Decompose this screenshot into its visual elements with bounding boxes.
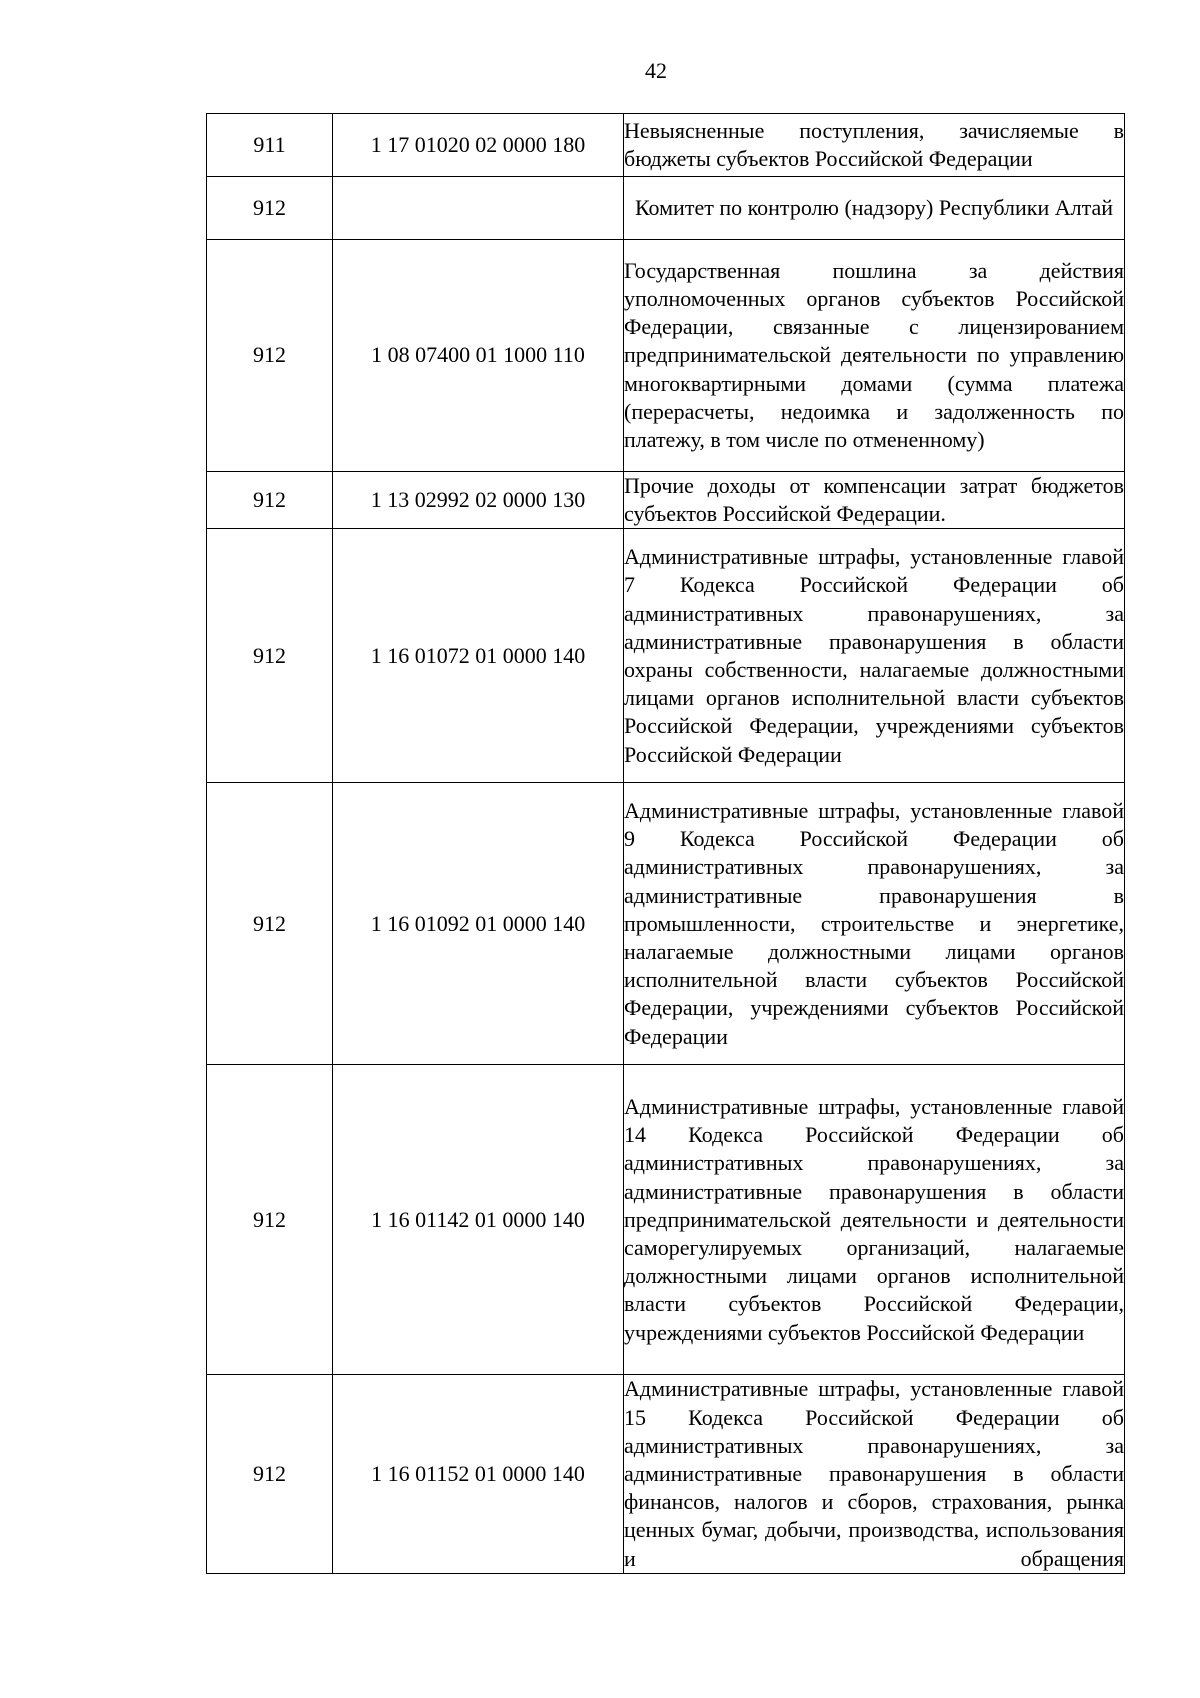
- budget-code-cell: 1 08 07400 01 1000 110: [333, 240, 624, 472]
- budget-code-cell: 1 13 02992 02 0000 130: [333, 472, 624, 529]
- budget-codes-table: [206, 113, 1125, 1574]
- admin-code-cell: 912: [207, 1065, 333, 1375]
- description-cell: Прочие доходы от компенсации затрат бюджетов субъектов Российской Федерации.: [624, 472, 1125, 529]
- table-row: [207, 240, 1125, 472]
- table-row: [207, 114, 1125, 177]
- description-cell: Комитет по контролю (надзору) Республики Алтай: [624, 177, 1125, 240]
- budget-code-cell: [333, 177, 624, 240]
- description-cell: Административные штрафы, установленные главой 7 Кодекса Российской Федерации об административных правонарушениях, за административные правонарушения в области охраны собственности, налагаемые должностными лицами органов исполнительной власти субъектов Российской Федерации, учреждениями субъектов Российской Федерации: [624, 529, 1125, 783]
- description-cell: Невыясненные поступления, зачисляемые в бюджеты субъектов Российской Федерации: [624, 114, 1125, 177]
- admin-code-cell: 911: [207, 114, 333, 177]
- table-row: [207, 1065, 1125, 1375]
- admin-code-cell: 912: [207, 529, 333, 783]
- table-row: [207, 177, 1125, 240]
- table-row: [207, 529, 1125, 783]
- budget-code-cell: 1 16 01152 01 0000 140: [333, 1375, 624, 1573]
- admin-code-cell: 912: [207, 240, 333, 472]
- admin-code-cell: 912: [207, 783, 333, 1065]
- page-number: 42: [645, 58, 667, 83]
- description-cell: Государственная пошлина за действия уполномоченных органов субъектов Российской Федерации, связанные с лицензированием предпринимательской деятельности по управлению многоквартирными домами (сумма платежа (перерасчеты, недоимка и задолженность по платежу, в том числе по отмененному): [624, 240, 1125, 472]
- admin-code-cell: 912: [207, 177, 333, 240]
- description-cell: Административные штрафы, установленные главой 9 Кодекса Российской Федерации об административных правонарушениях, за административные правонарушения в промышленности, строительстве и энергетике, налагаемые должностными лицами органов исполнительной власти субъектов Российской Федерации, учреждениями субъектов Российской Федерации: [624, 783, 1125, 1065]
- description-cell: Административные штрафы, установленные главой 14 Кодекса Российской Федерации об административных правонарушениях, за административные правонарушения в области предпринимательской деятельности и деятельности саморегулируемых организаций, налагаемые должностными лицами органов исполнительной власти субъектов Российской Федерации, учреждениями субъектов Российской Федерации: [624, 1065, 1125, 1375]
- table-row: [207, 1375, 1125, 1573]
- table-row: [207, 783, 1125, 1065]
- budget-code-cell: 1 17 01020 02 0000 180: [333, 114, 624, 177]
- description-cell: Административные штрафы, установленные главой 15 Кодекса Российской Федерации об административных правонарушениях, за административные правонарушения в области финансов, налогов и сборов, страхования, рынка ценных бумаг, добычи, производства, использования и обращения: [624, 1375, 1125, 1573]
- budget-code-cell: 1 16 01072 01 0000 140: [333, 529, 624, 783]
- admin-code-cell: 912: [207, 1375, 333, 1573]
- admin-code-cell: 912: [207, 472, 333, 529]
- budget-code-cell: 1 16 01092 01 0000 140: [333, 783, 624, 1065]
- table-row: [207, 472, 1125, 529]
- budget-code-cell: 1 16 01142 01 0000 140: [333, 1065, 624, 1375]
